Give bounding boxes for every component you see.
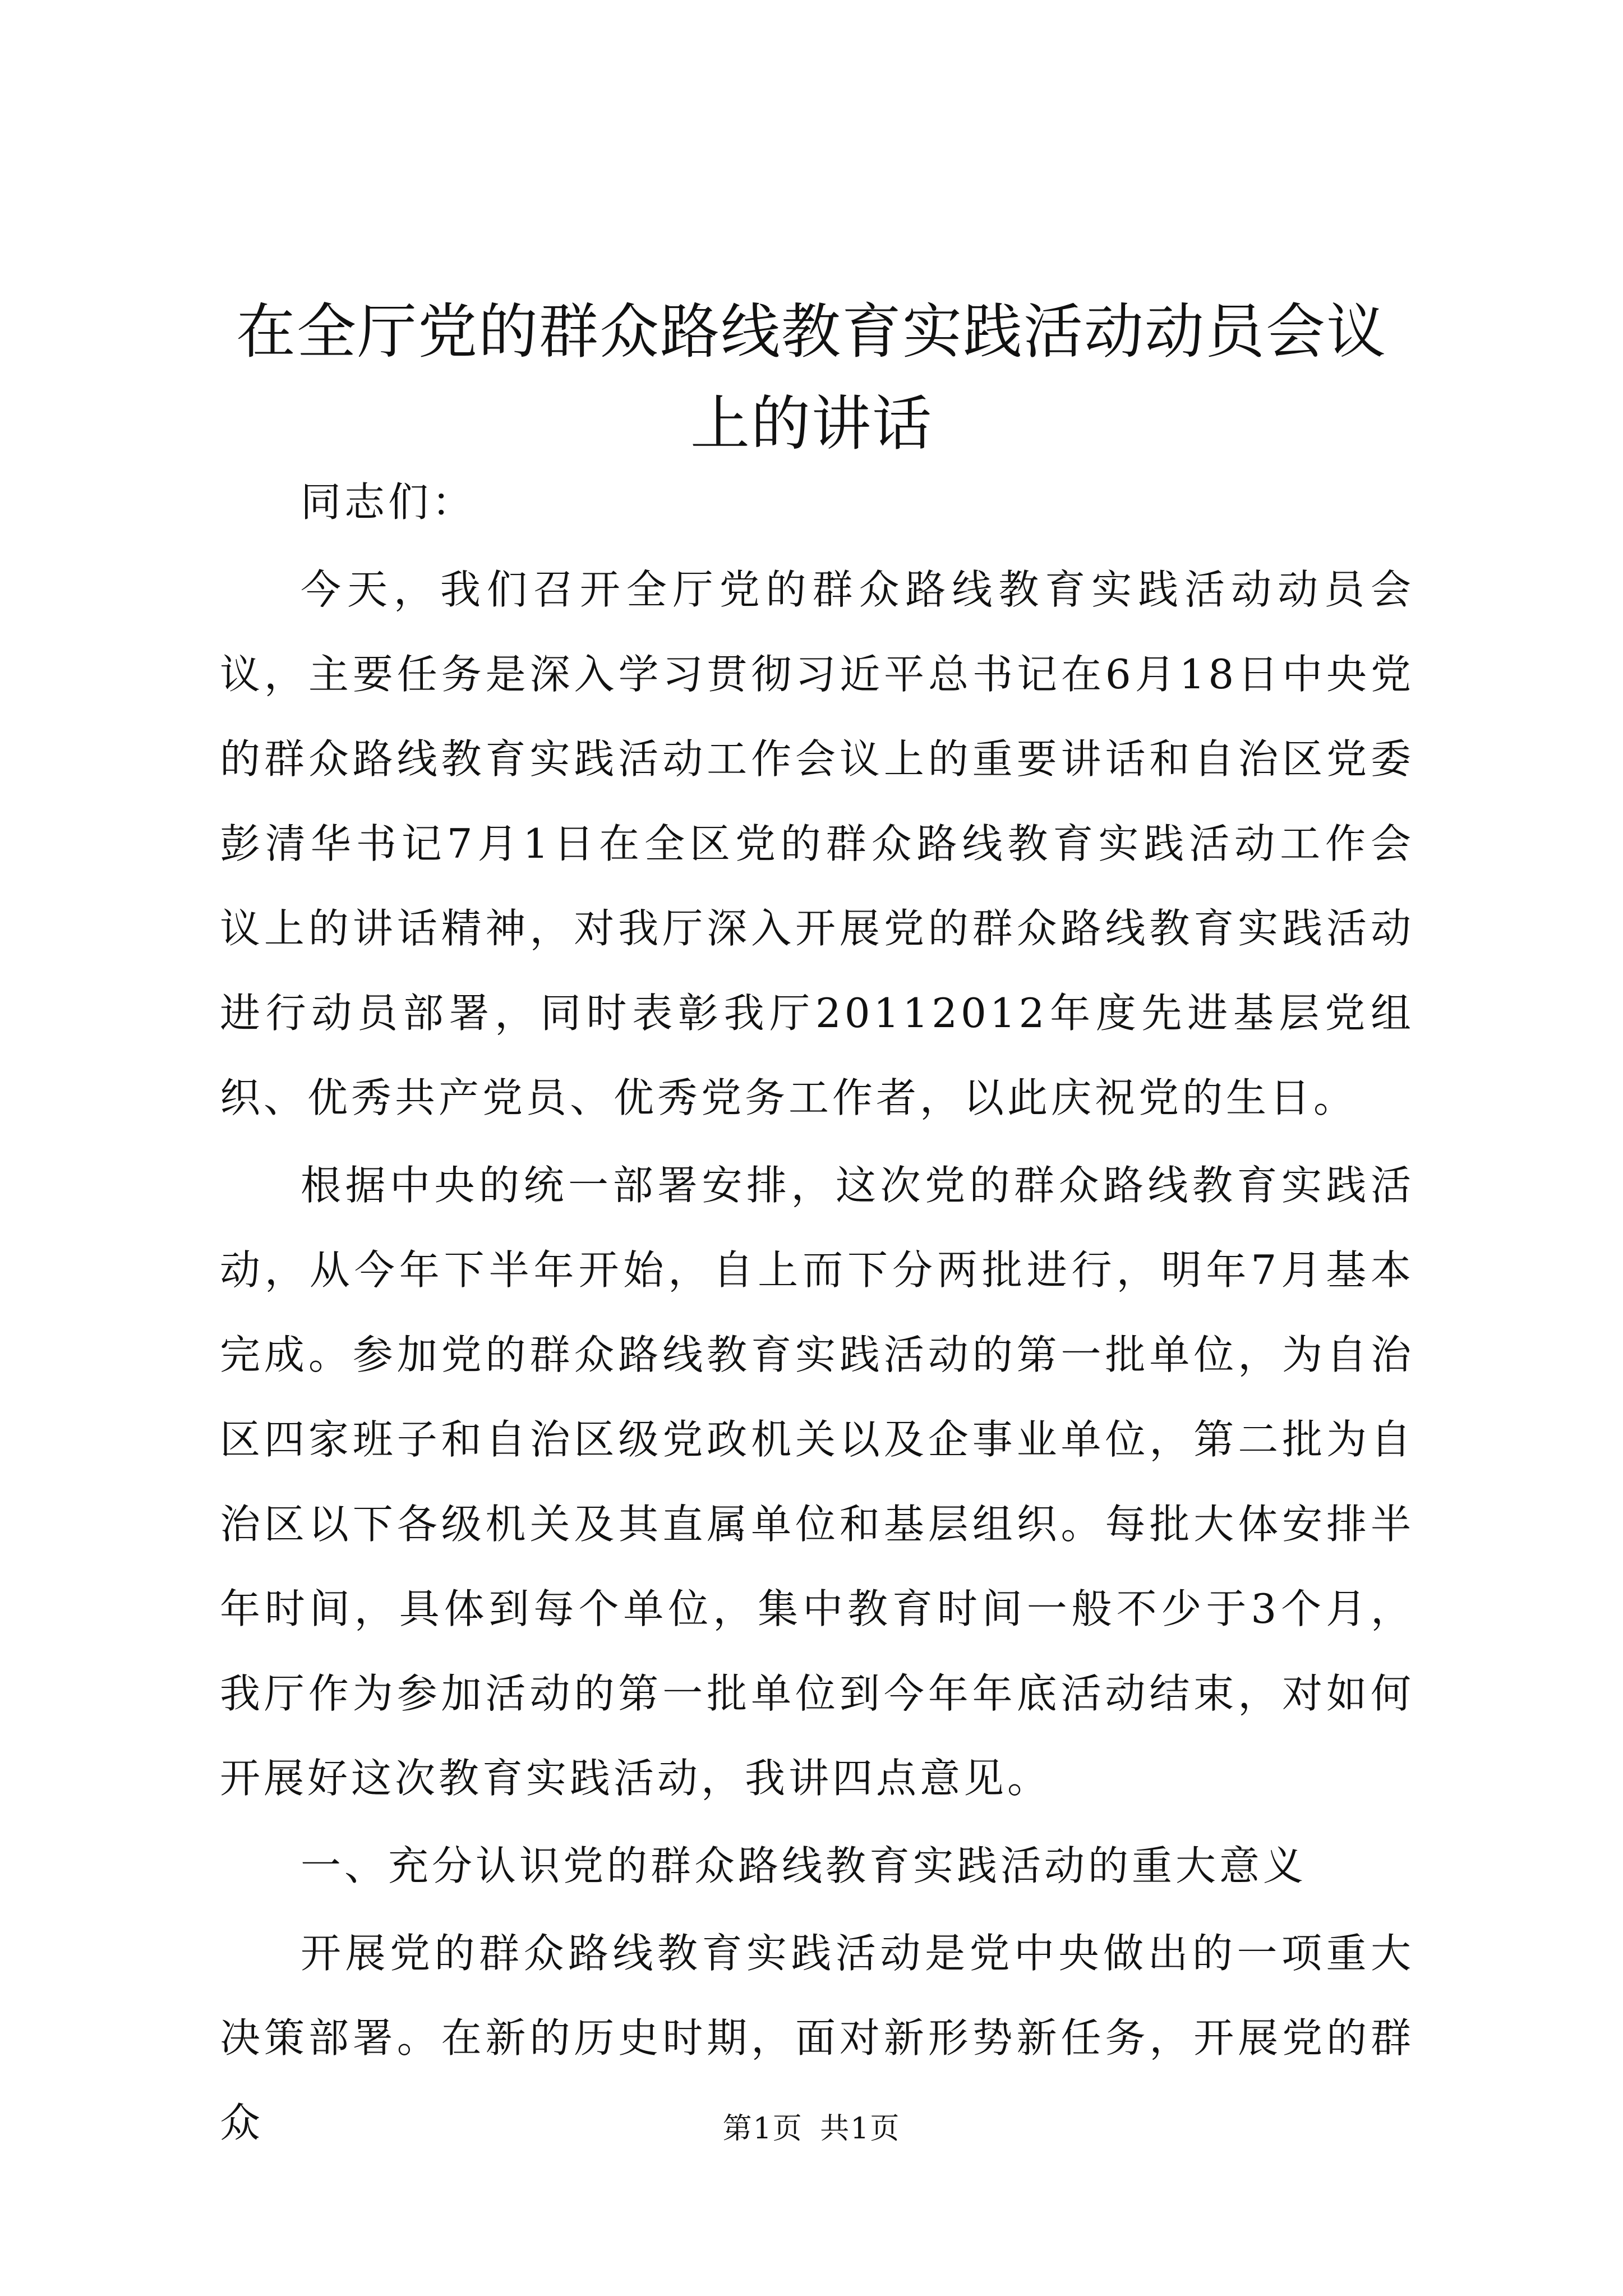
page-footer — [0, 2109, 1623, 2148]
page-total: 共1页 — [820, 2112, 901, 2146]
body-paragraph: 开展党的群众路线教育实践活动是党中央做出的一项重大决策部署。在新的历史时期，面对新形势新任务，开展党的群众 — [220, 1930, 1414, 2146]
page-number: 第1页 — [722, 2112, 803, 2146]
body-paragraph: 根据中央的统一部署安排，这次党的群众路线教育实践活动，从今年下半年开始，自上而下分两批进行，明年7月基本完成。参加党的群众路线教育实践活动的第一批单位，为自治区四家班子和自治区级党政机关以及企事业单位，第二批为自治区以下各级机关及其直属单位和基层组织。每批大体安排半年时间，具体到每个单位，集中教育时间一般不少于3个月，我厅作为参加活动的第一批单位到今年年底活动结束，对如何开展好这次教育实践活动，我讲四点意见。 — [220, 1162, 1414, 1802]
salutation-paragraph: 同志们： — [301, 478, 476, 526]
body-paragraph: 今天，我们召开全厅党的群众路线教育实践活动动员会议，主要任务是深入学习贯彻习近平总书记在6月18日中央党的群众路线教育实践活动工作会议上的重要讲话和自治区党委彭清华书记7月1日在全区党的群众路线教育实践活动工作会议上的讲话精神，对我厅深入开展党的群众路线教育实践活动进行动员部署，同时表彰我厅20112012年度先进基层党组织、优秀共产党员、优秀党务工作者，以此庆祝党的生日。 — [220, 566, 1414, 1121]
document-title: 在全厅党的群众路线教育实践活动动员会议上的讲话 — [236, 297, 1387, 458]
section-heading: 一、充分认识党的群众路线教育实践活动的重大意义 — [301, 1842, 1307, 1889]
document-body — [220, 460, 1414, 2168]
